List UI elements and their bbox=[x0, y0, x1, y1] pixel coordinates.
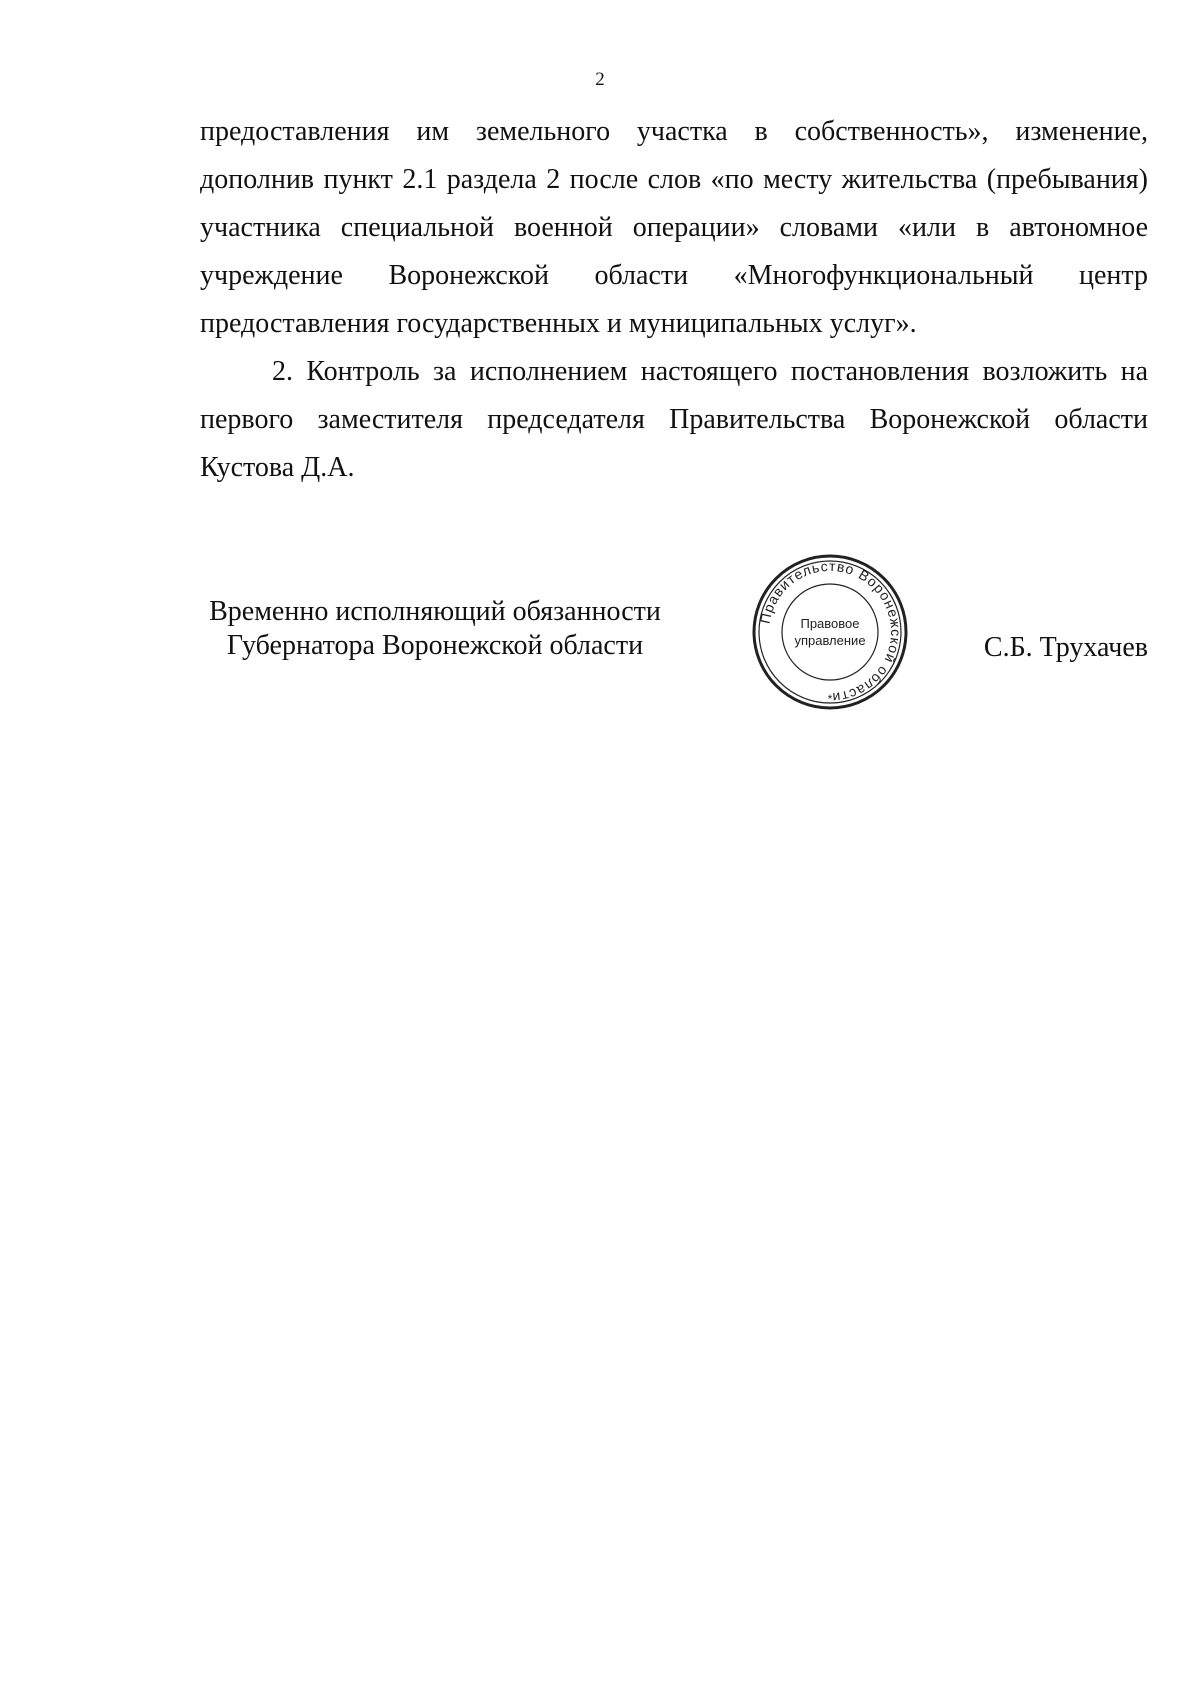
svg-text:Правительство Воронежской обла bbox=[757, 558, 905, 706]
document-body bbox=[200, 108, 1148, 492]
signature-position bbox=[200, 595, 670, 663]
official-seal bbox=[750, 552, 910, 712]
signer-name: С.Б. Трухачев bbox=[983, 632, 1148, 663]
seal-center-line1: Правовое bbox=[800, 616, 860, 631]
signature-position-line2: Губернатора Воронежской области bbox=[226, 630, 644, 661]
page-number: 2 bbox=[595, 69, 605, 90]
paragraph-amendment: предоставления им земельного участка в собственность», изменение, дополнив пункт 2.1 раздела 2 после слов «по месту жительства (пребывания) участника специальной военной операции» словами «или в автономное учреждение Воронежской области «Многофункциональный центр предоставления государственных и муниципальных услуг». bbox=[200, 116, 1148, 339]
paragraph-control: 2. Контроль за исполнением настоящего постановления возложить на первого заместителя председателя Правительства Воронежской области Кустова Д.А. bbox=[200, 356, 1148, 483]
seal-star-mark: * bbox=[827, 692, 833, 706]
seal-center-line2: управление bbox=[794, 633, 866, 648]
signature-position-line1: Временно исполняющий обязанности bbox=[209, 596, 661, 627]
seal-ring-text: Правительство Воронежской области bbox=[756, 557, 905, 707]
